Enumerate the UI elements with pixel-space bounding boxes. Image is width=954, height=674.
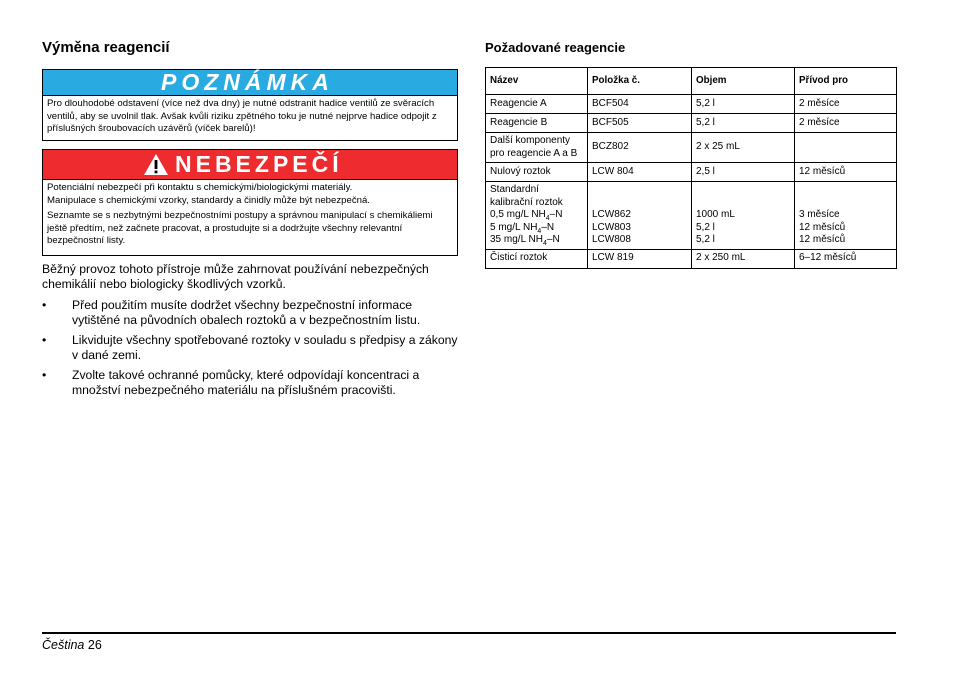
table-row	[486, 249, 897, 268]
reagents-table	[485, 67, 897, 269]
intro-paragraph: Běžný provoz tohoto přístroje může zahrnovat používání nebezpečných chemikálií nebo biologicky škodlivých vzorků.	[42, 262, 429, 291]
table-row	[486, 114, 897, 133]
cell-supply: 3 měsíce 12 měsíců 12 měsíců	[795, 182, 897, 250]
bullet-symbol: •	[42, 298, 47, 312]
cell-item: LCW862 LCW803 LCW808	[588, 182, 692, 250]
note-body	[43, 96, 457, 139]
cell-volume: 2 x 250 mL	[692, 249, 795, 268]
cell-supply	[795, 133, 897, 163]
bullet-text: Zvolte takové ochranné pomůcky, které odpovídají koncentraci a množství nebezpečného materiálu na příslušném pracovišti.	[72, 368, 420, 397]
cell-name	[486, 182, 588, 250]
cell-supply: 2 měsíce	[795, 114, 897, 133]
cell-volume: 1000 mL 5,2 l 5,2 l	[692, 182, 795, 250]
cell-name: Nulový roztok	[486, 163, 588, 182]
cell-name: Čisticí roztok	[486, 249, 588, 268]
cell-volume: 5,2 l	[692, 114, 795, 133]
cell-supply: 2 měsíce	[795, 95, 897, 114]
note-box	[42, 69, 458, 141]
cell-item: BCF505	[588, 114, 692, 133]
danger-body	[43, 180, 457, 251]
danger-line-1: Potenciální nebezpečí při kontaktu s chemickými/biologickými materiály.	[47, 182, 353, 193]
page-number: 26	[87, 638, 102, 652]
cell-volume: 2 x 25 mL	[692, 133, 795, 163]
bullet-text: Před použitím musíte dodržet všechny bezpečnostní informace vytištěné na původních obalech roztoků a v bezpečnostním listu.	[72, 298, 421, 327]
bullet-symbol: •	[42, 333, 47, 347]
cell-volume: 5,2 l	[692, 95, 795, 114]
calibration-standard: 35 mg/L $NH_4-N$	[490, 234, 560, 247]
section-title-required-reagents: Požadované reagencie	[485, 40, 626, 55]
page-footer	[42, 638, 102, 652]
cell-item: BCZ802	[588, 133, 692, 163]
danger-line-3: Seznamte se s nezbytnými bezpečnostními postupy a správnou manipulací s chemikáliemi ještě předtím, než začnete pracovat, a prostudujte si a dodržujte všechny relevantní bezpečnostní listy.	[47, 210, 433, 246]
calibration-standard: 5 mg/L $NH_4-N$	[490, 221, 555, 235]
calibration-standard: 0,5 mg/L $NH_4-N$	[490, 209, 563, 222]
footer-language: Čeština	[42, 638, 85, 652]
col-header-name: Název	[486, 68, 588, 95]
cell-item: BCF504	[588, 95, 692, 114]
col-header-volume: Objem	[692, 68, 795, 95]
cell-name: Reagencie B	[486, 114, 588, 133]
note-header: POZNÁMKA	[43, 70, 457, 96]
cell-item: LCW 804	[588, 163, 692, 182]
calibration-name-line: kalibrační roztok	[490, 196, 563, 208]
bullet-text: Likvidujte všechny spotřebované roztoky v souladu s předpisy a zákony v dané zemi.	[72, 333, 458, 362]
note-text: Pro dlouhodobé odstavení (více než dva dny) je nutné odstranit hadice ventilů ze svěracích ventilů, aby se uvolnil tlak. Avšak kvůli riziku zpětného toku je nutné nejprve hadice odpojit z příslušných šroubovacích uzávěrů (víček barelů)!	[47, 98, 437, 134]
cell-supply: 12 měsíců	[795, 163, 897, 182]
bullet-symbol: •	[42, 368, 47, 382]
table-row	[486, 163, 897, 182]
danger-header	[43, 150, 457, 180]
col-header-item: Položka č.	[588, 68, 692, 95]
table-row	[486, 133, 897, 163]
table-row-calibration	[486, 182, 897, 250]
danger-label: NEBEZPEČÍ	[175, 151, 343, 177]
calibration-name-line: Standardní	[490, 184, 539, 195]
footer-divider	[42, 632, 896, 634]
col-header-supply: Přívod pro	[795, 68, 897, 95]
section-title-reagent-replacement: Výměna reagencií	[42, 39, 170, 56]
cell-name: Reagencie A	[486, 95, 588, 114]
warning-triangle-icon	[143, 153, 169, 176]
cell-item: LCW 819	[588, 249, 692, 268]
table-row	[486, 95, 897, 114]
cell-volume: 2,5 l	[692, 163, 795, 182]
table-header-row	[486, 68, 897, 95]
danger-line-2: Manipulace s chemickými vzorky, standardy a činidly může být nebezpečná.	[47, 194, 370, 206]
danger-box	[42, 149, 458, 256]
cell-name: Další komponenty pro reagencie A a B	[486, 133, 588, 163]
cell-supply: 6–12 měsíců	[795, 249, 897, 268]
